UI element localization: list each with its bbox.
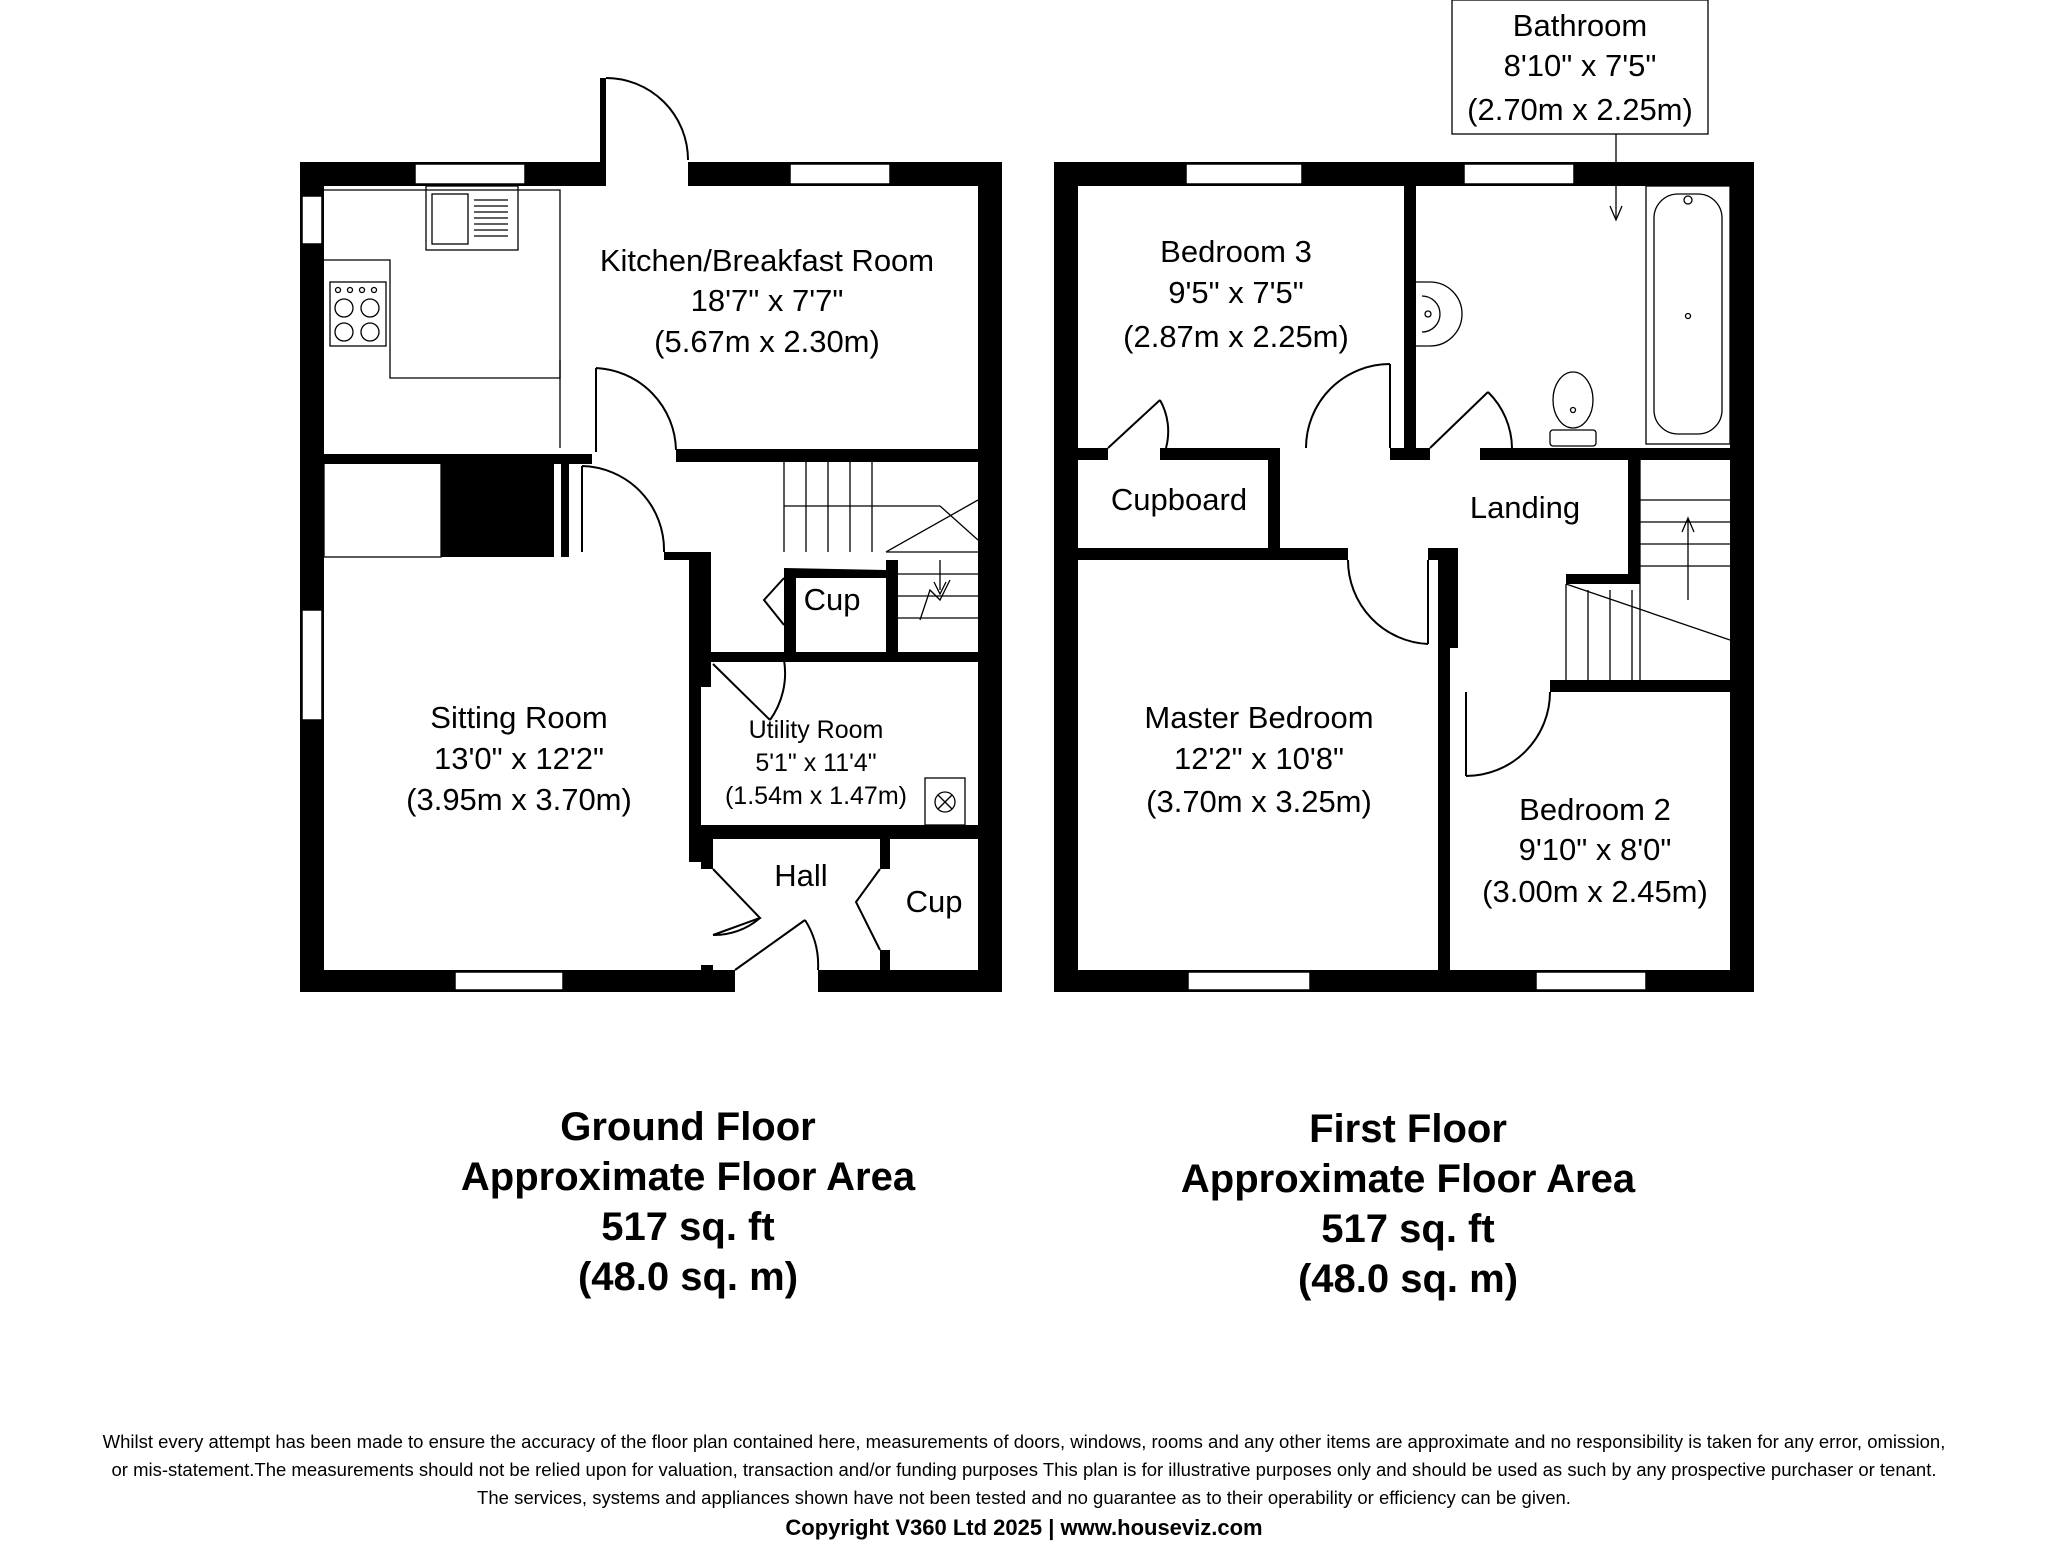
cup-lower-door <box>856 869 880 950</box>
bedroom2-window <box>1536 972 1646 990</box>
bedroom2-name: Bedroom 2 <box>1519 792 1671 827</box>
stair-landing-wall <box>1566 574 1640 584</box>
cupboard-top-wall <box>1160 448 1280 460</box>
first-floor-plan <box>1054 0 1754 992</box>
toilet <box>1550 372 1596 446</box>
wash-basin <box>1416 282 1462 346</box>
first-floor-area-ft: 517 sq. ft <box>1321 1207 1495 1251</box>
back-door-leaf <box>600 78 606 186</box>
kitchen-metric: (5.67m x 2.30m) <box>654 324 880 359</box>
master-metric: (3.70m x 3.25m) <box>1146 784 1372 819</box>
landing-wall-stub <box>1448 548 1458 648</box>
cupboard-name: Cupboard <box>1110 482 1248 517</box>
sitting-metric: (3.95m x 3.70m) <box>406 782 632 817</box>
cupboard-right-wall <box>1268 460 1280 550</box>
ground-floor-summary <box>378 1102 998 1302</box>
master-name: Master Bedroom <box>1144 700 1374 735</box>
bedroom3-window <box>1186 164 1302 184</box>
sitting-imperial: 13'0" x 12'2" <box>433 741 605 776</box>
bedroom2-door <box>1466 692 1550 776</box>
first-floor-subtitle: Approximate Floor Area <box>1180 1157 1636 1201</box>
bathroom-imperial: 8'10" x 7'5" <box>1503 48 1657 83</box>
master-top-wall <box>1078 548 1348 560</box>
hall-sitting-door <box>713 869 760 935</box>
utility-metric: (1.54m x 1.47m) <box>724 782 908 810</box>
cupboard-top-wall-left <box>1078 448 1108 460</box>
master-door <box>1348 560 1428 644</box>
bath-wall-stub <box>1418 448 1430 460</box>
hall-left-stub-bottom <box>701 965 713 975</box>
first-floor-area-m: (48.0 sq. m) <box>1297 1257 1519 1301</box>
cup-upper-door <box>764 578 784 625</box>
cup-lower-name: Cup <box>905 884 963 919</box>
sitting-hall-wall <box>689 552 701 862</box>
kitchen-imperial: 18'7" x 7'7" <box>690 283 844 318</box>
kitchen-worktop <box>324 190 560 378</box>
sink-drainer <box>474 200 508 236</box>
landing-name: Landing <box>1469 490 1581 525</box>
kitchen-side-window <box>302 196 322 244</box>
master-window <box>1188 972 1310 990</box>
hall-cup-wall <box>701 552 711 687</box>
bedroom3-metric: (2.87m x 2.25m) <box>1123 319 1349 354</box>
sitting-name: Sitting Room <box>430 700 608 735</box>
utility-bottom-wall <box>701 825 979 839</box>
cup-upper-name: Cup <box>803 582 861 617</box>
sitting-front-window <box>455 972 563 990</box>
utility-top-wall <box>701 652 979 662</box>
bathroom-name: Bathroom <box>1512 8 1648 43</box>
hall-left-stub <box>701 839 713 869</box>
disclaimer-line-2: or mis-statement.The measurements should not be relied upon for valuation, transaction and/or funding purposes This plan is for illustrative purposes only and should be used as such by any prospective purchaser or tenant. <box>111 1459 1937 1480</box>
first-bottom-wall <box>1054 970 1754 992</box>
bed2-top-wall <box>1550 680 1740 692</box>
ground-left-wall <box>300 162 324 992</box>
bed3-door <box>1306 364 1390 448</box>
kitchen-door <box>596 368 676 452</box>
sink-bowl <box>432 194 468 244</box>
cup-lower-wall-bottom <box>880 950 890 972</box>
back-door-swing <box>606 78 688 160</box>
bedroom2-metric: (3.00m x 2.45m) <box>1482 874 1708 909</box>
first-right-wall <box>1730 162 1754 992</box>
sitting-side-window <box>302 610 322 720</box>
first-floor-title: First Floor <box>1309 1107 1507 1151</box>
kitchen-window-left <box>415 164 525 184</box>
bedroom3-imperial: 9'5" x 7'5" <box>1168 275 1304 310</box>
boiler-icon <box>935 792 955 812</box>
utility-name: Utility Room <box>748 716 884 744</box>
first-top-wall <box>1054 162 1754 186</box>
ground-floor-plan <box>300 78 1002 992</box>
bathroom-metric: (2.70m x 2.25m) <box>1467 92 1693 127</box>
master-imperial: 12'2" x 10'8" <box>1173 741 1345 776</box>
bathroom-window <box>1464 164 1574 184</box>
kitchen-hall-wall <box>676 449 978 462</box>
disclaimer-line-3: The services, systems and appliances shown have not been tested and no guarantee as to their operability or efficiency can be given. <box>477 1487 1571 1508</box>
disclaimer <box>0 1428 2048 1544</box>
bath-bottom-wall <box>1480 448 1730 460</box>
ground-floor-title: Ground Floor <box>560 1105 816 1149</box>
kitchen-window-right <box>790 164 890 184</box>
alcove-wall <box>561 462 569 557</box>
ground-floor-area-ft: 517 sq. ft <box>601 1205 775 1249</box>
copyright-notice: Copyright V360 Ltd 2025 | www.houseviz.com <box>785 1515 1263 1540</box>
bath-tub <box>1646 186 1730 444</box>
ground-floor-subtitle: Approximate Floor Area <box>460 1155 916 1199</box>
utility-imperial: 5'1" x 11'4" <box>755 749 877 777</box>
kitchen-name: Kitchen/Breakfast Room <box>599 243 935 278</box>
hob-icon <box>330 282 386 346</box>
sitting-door <box>582 466 664 552</box>
ground-floor-area-m: (48.0 sq. m) <box>577 1255 799 1299</box>
chimney-breast <box>441 462 554 557</box>
hall-name: Hall <box>774 858 828 893</box>
disclaimer-line-1: Whilst every attempt has been made to ensure the accuracy of the floor plan contained here, measurements of doors, windows, rooms and any other items are approximate and no responsibility is taken for any error, omission, <box>102 1431 1946 1452</box>
first-left-wall <box>1054 162 1078 992</box>
cupboard-door <box>1108 400 1168 448</box>
first-floor-summary <box>1098 1104 1718 1304</box>
ground-right-wall <box>978 162 1002 992</box>
first-stairs <box>1566 460 1730 680</box>
bed3-bath-wall <box>1404 186 1416 448</box>
alcove-unit <box>324 462 441 557</box>
utility-door <box>713 660 785 720</box>
cup-lower-wall <box>880 839 890 869</box>
stair-top-wall <box>1628 460 1640 582</box>
bedroom3-name: Bedroom 3 <box>1160 234 1312 269</box>
ground-bottom-wall-right <box>818 970 1002 992</box>
bedroom2-imperial: 9'10" x 8'0" <box>1518 832 1672 867</box>
bathroom-door <box>1430 392 1512 448</box>
